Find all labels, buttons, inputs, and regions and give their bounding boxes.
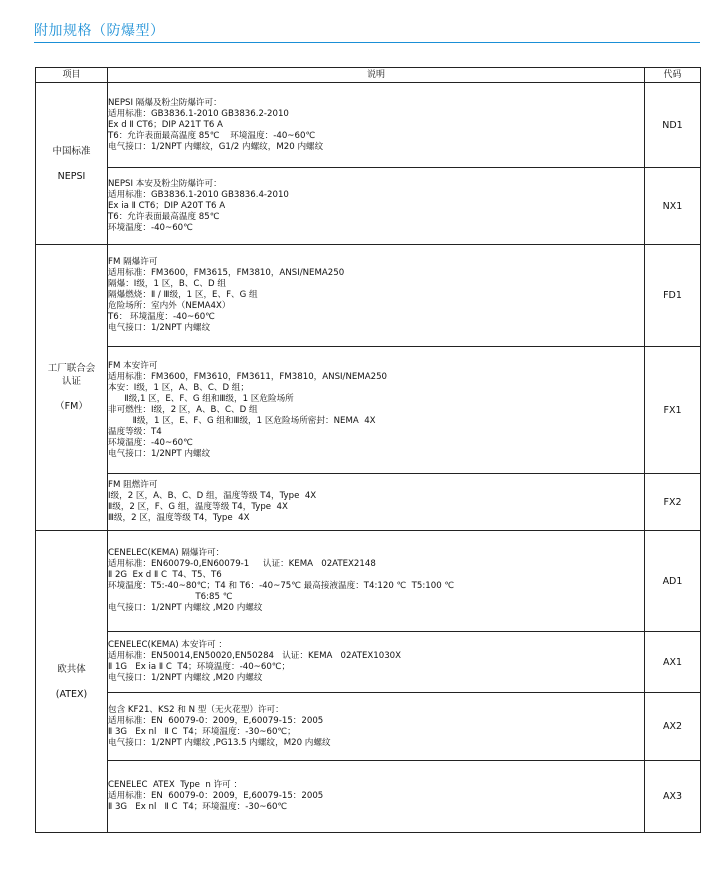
page-title: 附加规格（防爆型） — [34, 23, 165, 39]
description-line: 适用标准：EN50014,EN50020,EN50284 认证：KEMA 02ATEX1030X — [108, 651, 402, 661]
category-cell — [36, 531, 108, 833]
description-line: FM 本安许可 — [108, 360, 158, 371]
category-label: 工厂联合会 — [47, 363, 96, 374]
description-line: Ⅱ级，2 区，F、G 组，温度等级 T4，Type 4X — [108, 502, 288, 512]
description-line: 环境温度：T5:-40~80℃；T4 和 T6：-40~75℃ 最高接液温度：T4:120 ℃ T5:100 ℃ — [108, 581, 455, 591]
description-line: 适用标准：GB3836.1-2010 GB3836.4-2010 — [108, 189, 289, 200]
description-line: CENELEC(KEMA) 隔爆许可： — [108, 548, 225, 558]
description-line: 包含 KF21、KS2 和 N 型（无火花型）许可： — [108, 704, 284, 715]
description-line: Ⅱ 3G Ex nl Ⅱ C T4；环境温度：-30~60℃ — [108, 802, 288, 812]
code-cell: ND1 — [645, 83, 701, 168]
description-line: 适用标准：EN 60079-0：2009，E,60079-15：2005 — [108, 715, 324, 726]
description-line: CENELEC ATEX Type n 许可 ： — [108, 780, 243, 790]
description-line: Ⅱ 2G Ex d Ⅱ C T4、T5、T6 — [108, 570, 222, 580]
description-line: T6：允许表面最高温度 85℃ — [108, 211, 220, 222]
table-row — [36, 83, 701, 168]
description-line: 电气接口：1/2NPT 内螺纹 ,M20 内螺纹 — [108, 603, 263, 613]
description-line: 电气接口：1/2NPT 内螺纹 — [108, 448, 211, 459]
category-label: 欧共体 — [57, 663, 86, 675]
description-line: 非可燃性：Ⅰ级，2 区，A、B、C、D 组 — [108, 404, 258, 415]
description-line: 电气接口：1/2NPT 内螺纹 — [108, 323, 211, 333]
description-line: 危险场所：室内外（NEMA4X） — [108, 301, 231, 311]
header-item: 项目 — [36, 68, 108, 83]
category-label: NEPSI — [57, 170, 86, 182]
description-cell — [108, 761, 645, 833]
description-line: Ex d Ⅱ CT6；DIP A21T T6 A — [108, 119, 223, 130]
table-row — [36, 347, 701, 474]
description-cell — [108, 531, 645, 632]
description-cell — [108, 245, 645, 347]
description-line: T6:85 ℃ — [108, 592, 233, 602]
description-line: FM 阻燃许可 — [108, 480, 158, 490]
description-line: NEPSI 隔爆及粉尘防爆许可： — [108, 97, 222, 108]
code-cell: FX2 — [645, 474, 701, 531]
description-line: 适用标准：FM3600，FM3610，FM3611，FM3810，ANSI/NEMA250 — [108, 371, 388, 382]
description-cell — [108, 83, 645, 168]
spec-table — [35, 67, 701, 833]
description-line: 电气接口：1/2NPT 内螺纹，G1/2 内螺纹，M20 内螺纹 — [108, 141, 324, 152]
description-line: Ⅱ级,1 区，E、F、G 组和Ⅲ级，1 区危险场所 — [108, 393, 294, 404]
description-line: Ex ia Ⅱ CT6；DIP A20T T6 A — [108, 200, 226, 211]
description-line: 环境温度：-40~60℃ — [108, 222, 193, 233]
table-row — [36, 632, 701, 693]
category-label: 认证 — [61, 376, 81, 387]
description-cell — [108, 347, 645, 474]
table-header-row — [36, 68, 701, 83]
table-row — [36, 168, 701, 245]
table-row — [36, 474, 701, 531]
header-desc: 说明 — [108, 68, 645, 83]
description-cell — [108, 474, 645, 531]
code-cell: NX1 — [645, 168, 701, 245]
description-line: 本安：Ⅰ级，1 区，A、B、C、D 组； — [108, 382, 249, 393]
code-cell: FX1 — [645, 347, 701, 474]
description-line: 电气接口：1/2NPT 内螺纹 ,PG13.5 内螺纹，M20 内螺纹 — [108, 737, 331, 748]
description-line: 隔爆：Ⅰ级，1 区，B、C、D 组 — [108, 279, 226, 289]
header-code: 代码 — [645, 68, 701, 83]
description-line: CENELEC(KEMA) 本安许可 ： — [108, 640, 228, 650]
description-line: 适用标准：GB3836.1-2010 GB3836.2-2010 — [108, 108, 289, 119]
description-line: T6：允许表面最高温度 85℃ 环境温度：-40~60℃ — [108, 130, 316, 141]
description-line: Ⅱ级，1 区，E、F、G 组和Ⅲ级，1 区危险场所密封：NEMA 4X — [108, 415, 376, 426]
description-line: FM 隔爆许可 — [108, 257, 158, 267]
description-line: 电气接口：1/2NPT 内螺纹 ,M20 内螺纹 — [108, 673, 263, 683]
description-line: 温度等级：T4 — [108, 426, 162, 437]
description-line: 隔爆燃烧：Ⅱ / Ⅲ级，1 区，E、F、G 组 — [108, 290, 258, 300]
description-line: Ⅱ 1G Ex ia Ⅱ C T4；环境温度：-40~60℃； — [108, 662, 291, 672]
code-cell: AX2 — [645, 693, 701, 761]
code-cell: AX1 — [645, 632, 701, 693]
description-line: 适用标准：EN 60079-0：2009，E,60079-15：2005 — [108, 791, 324, 801]
description-line: Ⅱ 3G Ex nl Ⅱ C T4；环境温度：-30~60℃； — [108, 726, 296, 737]
description-line: Ⅲ级，2 区，温度等级 T4，Type 4X — [108, 513, 250, 523]
description-line: 适用标准：FM3600，FM3615，FM3810，ANSI/NEMA250 — [108, 268, 345, 278]
table-row — [36, 693, 701, 761]
description-cell — [108, 632, 645, 693]
table-row — [36, 761, 701, 833]
description-line: 环境温度：-40~60℃ — [108, 437, 193, 448]
category-cell — [36, 83, 108, 245]
category-label: 中国标准 — [52, 145, 91, 157]
description-line: Ⅰ级，2 区，A、B、C、D 组，温度等级 T4，Type 4X — [108, 491, 317, 501]
code-cell: AX3 — [645, 761, 701, 833]
description-line: 适用标准：EN60079-0,EN60079-1 认证：KEMA 02ATEX2148 — [108, 559, 376, 569]
table-row — [36, 245, 701, 347]
title-divider — [34, 42, 700, 43]
description-cell — [108, 693, 645, 761]
table-row — [36, 531, 701, 632]
category-label: （FM） — [55, 401, 88, 412]
code-cell: FD1 — [645, 245, 701, 347]
code-cell: AD1 — [645, 531, 701, 632]
category-label: (ATEX) — [55, 688, 88, 700]
category-cell — [36, 245, 108, 531]
description-line: T6： 环境温度：-40~60℃ — [108, 312, 215, 322]
description-cell — [108, 168, 645, 245]
description-line: NEPSI 本安及粉尘防爆许可： — [108, 178, 222, 189]
